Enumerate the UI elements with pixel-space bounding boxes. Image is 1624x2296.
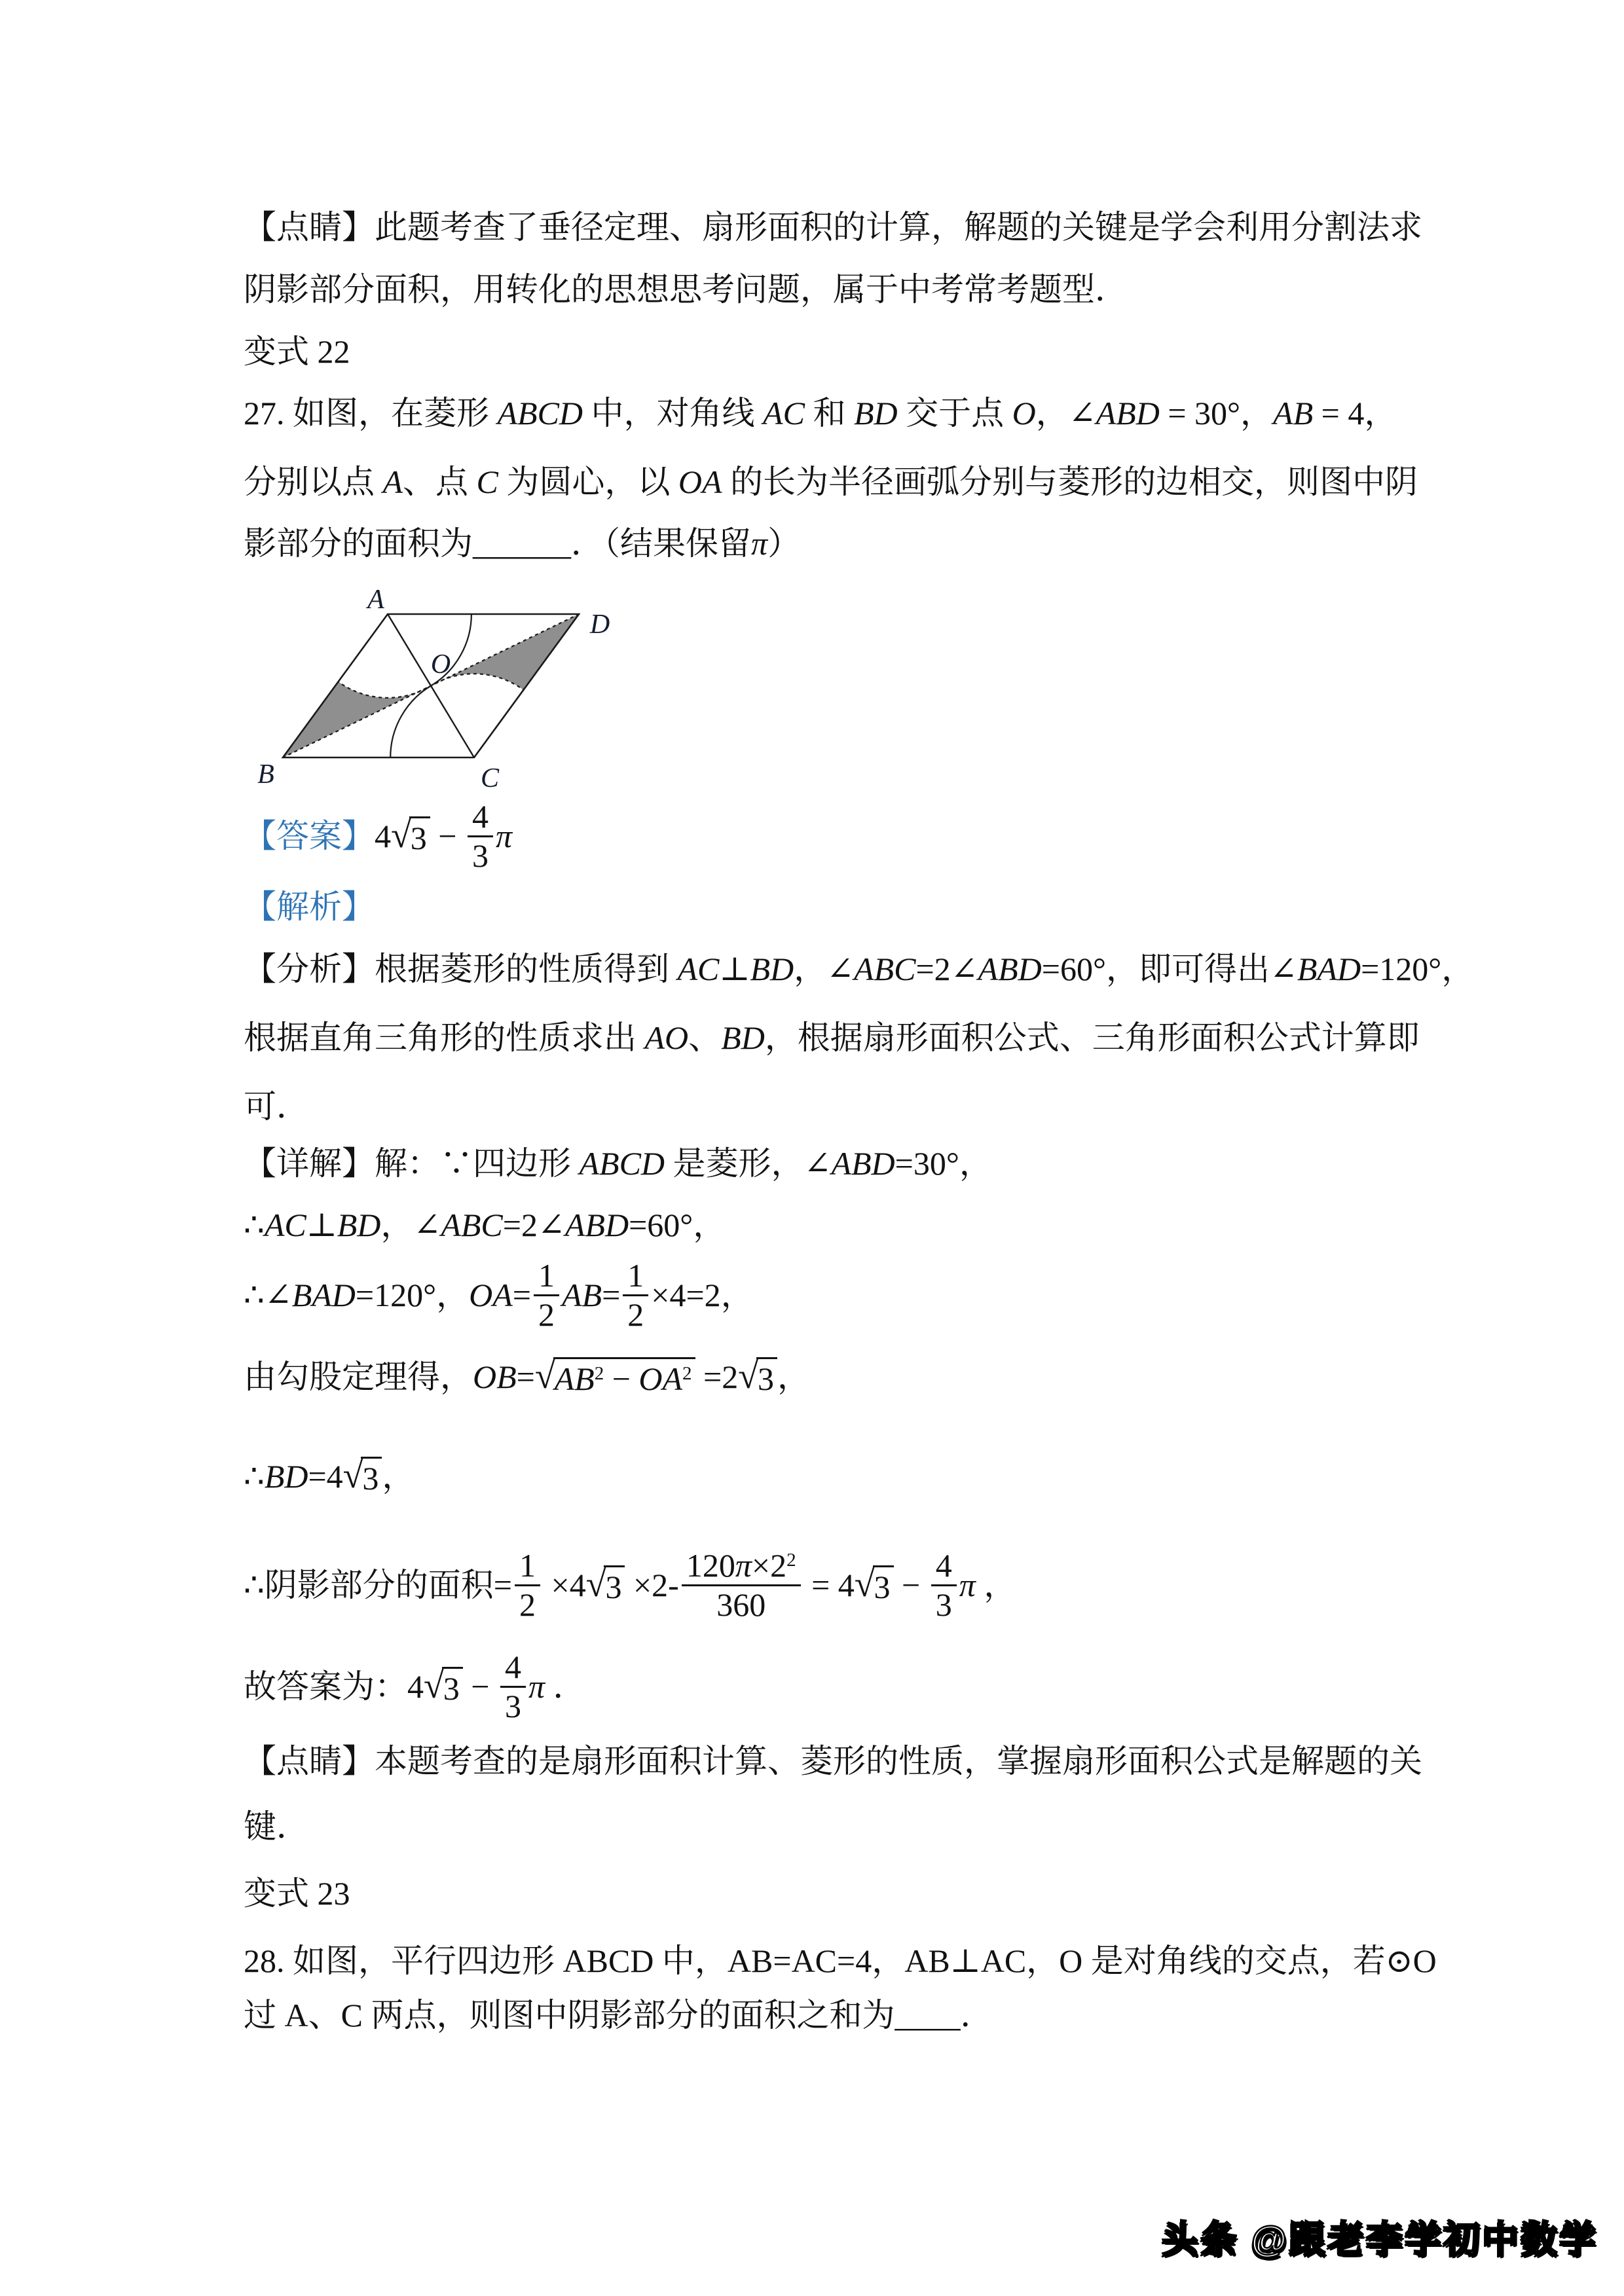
radical-sign: √ (585, 1563, 606, 1605)
text-segment: ， (1240, 395, 1274, 431)
text-segment: =2 (915, 951, 951, 987)
text-segment: ∠ (950, 951, 978, 987)
text-segment: 分别以点 (244, 464, 383, 500)
text-segment: 由勾股定理得， (244, 1358, 473, 1395)
text-segment: 键． (244, 1808, 309, 1845)
text-segment: ABCD (497, 395, 583, 431)
radical-sign: √ (854, 1563, 875, 1605)
text-segment: 27. 如图，在菱形 (244, 395, 498, 431)
q28-statement-1 (244, 1939, 1437, 1982)
radical-sign: √ (391, 814, 411, 856)
text-segment: = (512, 1277, 531, 1313)
radical-sign: √ (534, 1355, 555, 1396)
text-segment: BD (853, 395, 898, 431)
fraction (931, 1548, 957, 1622)
text-segment: ABD (564, 1207, 629, 1243)
text-segment: 和 (804, 395, 854, 431)
q27-statement-1 (244, 392, 1397, 435)
text-segment: ．（结果保留 (571, 525, 751, 562)
fraction (500, 1650, 526, 1723)
solution-line-6 (244, 1548, 1016, 1622)
fraction (468, 799, 493, 873)
text-segment: 【分析】根据菱形的性质得到 (244, 951, 678, 987)
text-segment: 变式 22 (244, 333, 350, 370)
text-segment: =2 (502, 1207, 538, 1243)
text-segment: OA (638, 1360, 683, 1397)
text-segment: ×2 (751, 1547, 787, 1584)
radical-sign: √ (738, 1355, 758, 1396)
text-segment: =4 (308, 1458, 343, 1495)
text-segment: BD (750, 951, 794, 987)
text-segment: ） (767, 525, 801, 562)
answer-line (244, 799, 512, 873)
arc-centered-c (390, 686, 431, 758)
text-segment: 2 (627, 1296, 644, 1333)
text-segment: ∠ (826, 951, 854, 987)
text-segment: ABC (854, 951, 916, 987)
text-segment: AO (644, 1019, 689, 1056)
text-segment: 为圆心，以 (498, 464, 678, 500)
text-segment: ∠ (413, 1207, 441, 1243)
text-segment: 2 (682, 1362, 692, 1384)
text-segment: AB (1273, 395, 1314, 431)
text-segment: AC (763, 395, 805, 431)
text-segment: BAD (291, 1277, 356, 1313)
text-segment: AC (264, 1207, 306, 1243)
fraction (623, 1258, 648, 1332)
text-segment: 3 (410, 819, 427, 856)
text-segment: 【点睛】本题考查的是扇形面积计算、菱形的性质，掌握扇形面积公式是解题的关 (244, 1743, 1422, 1779)
text-segment: 影部分的面积为 (244, 525, 473, 562)
text-segment: 3 (471, 837, 489, 874)
text-segment: 交于点 (897, 395, 1012, 431)
remark-27-line-1 (244, 1740, 1422, 1783)
square-root (343, 1457, 382, 1497)
text-segment: BD (264, 1458, 308, 1495)
square-root (586, 1565, 625, 1605)
square-root (391, 816, 430, 856)
fraction (515, 1548, 540, 1622)
text-segment: 28. 如图，平行四边形 ABCD 中，AB=AC=4，AB⊥AC，O 是对角线的交点，若⊙O (244, 1942, 1437, 1979)
text-segment: 2 (519, 1586, 536, 1623)
text-segment: 变式 23 (244, 1875, 350, 1912)
text-segment: ∴ (244, 1458, 265, 1495)
text-segment: ， (975, 1567, 1017, 1603)
text-segment: = 4 (1313, 395, 1365, 431)
text-segment: ， (720, 1277, 754, 1313)
text-segment: 1 (538, 1257, 555, 1294)
shaded-region-right (431, 614, 579, 690)
solution-line-7 (244, 1650, 586, 1723)
text-segment: ×4=2 (651, 1277, 721, 1313)
text-segment: ，根据扇形面积公式、三角形面积公式计算即 (764, 1019, 1420, 1056)
solution-line-3 (244, 1258, 754, 1332)
text-segment: C (476, 464, 498, 500)
square-root (424, 1667, 463, 1707)
text-segment: ， (959, 1145, 992, 1182)
radical-sign: √ (342, 1455, 363, 1496)
text-segment: OA (469, 1277, 513, 1313)
text-segment: =120° (1361, 951, 1442, 987)
remark-prev-line-2 (244, 268, 1128, 311)
solution-line-1 (244, 1142, 992, 1185)
text-segment: π (959, 1567, 976, 1603)
text-segment: 【解析】 (244, 888, 375, 925)
text-segment: BD (337, 1207, 381, 1243)
text-segment: 过 A、C 两点，则图中阴影部分的面积之和为 (244, 1997, 895, 2033)
text-segment: ， (382, 1458, 415, 1495)
text-segment: ⊥ (719, 951, 750, 987)
text-segment: π (751, 525, 768, 562)
q27-statement-2 (244, 460, 1418, 503)
text-segment: 故答案为： (244, 1668, 407, 1705)
text-segment: =60° (629, 1207, 693, 1243)
text-segment: =30° (895, 1145, 959, 1182)
text-segment: 3 (874, 1568, 891, 1605)
text-segment: ______ (473, 525, 571, 562)
analysis-line-2 (244, 1016, 1420, 1059)
text-segment: 120 (686, 1547, 735, 1584)
watermark: 头条 @跟老李学初中数学 (1161, 2218, 1598, 2259)
square-root (738, 1357, 777, 1397)
text-segment: 3 (362, 1459, 379, 1497)
q27-statement-3 (244, 522, 800, 565)
text-segment: − (462, 1668, 498, 1705)
label-d: D (589, 610, 610, 640)
text-segment: 【答案】 (244, 818, 375, 854)
text-segment: =2 (695, 1358, 739, 1395)
text-segment: ⊥ (306, 1207, 337, 1243)
text-segment: ABC (441, 1207, 503, 1243)
text-segment: OA (678, 464, 722, 500)
text-segment: − (430, 818, 465, 854)
text-segment: O (1012, 395, 1036, 431)
text-segment: ， (1035, 395, 1069, 431)
text-segment: ____ (895, 1997, 961, 2033)
text-segment: ∴ (244, 1277, 265, 1313)
text-segment: ． (545, 1668, 586, 1705)
text-segment: ， (436, 1277, 470, 1313)
text-segment: BAD (1297, 951, 1361, 987)
text-segment: ABD (978, 951, 1042, 987)
solution-line-5 (244, 1455, 415, 1498)
text-segment: 中，对角线 (583, 395, 764, 431)
text-segment: 3 (757, 1360, 774, 1397)
text-segment: ∠ (803, 1145, 832, 1182)
text-segment: 【点睛】此题考查了垂径定理、扇形面积的计算，解题的关键是学会利用分割法求 (244, 209, 1422, 246)
text-segment: ×4 (543, 1567, 586, 1603)
analysis-line-3 (244, 1085, 309, 1128)
solution-line-2 (244, 1203, 726, 1247)
text-segment: ， (1364, 395, 1397, 431)
solution-line-4 (244, 1355, 810, 1398)
text-segment: 阴影部分面积，用转化的思想思考问题，属于中考常考题型． (244, 271, 1128, 308)
square-root (535, 1357, 695, 1397)
text-segment: ∠ (1269, 951, 1297, 987)
text-segment: 2 (786, 1550, 796, 1571)
radical-sign: √ (424, 1665, 444, 1706)
text-segment: 阴影部分的面积= (264, 1567, 513, 1603)
square-root (855, 1565, 894, 1605)
text-segment: 2 (538, 1296, 555, 1333)
text-segment: 是菱形， (665, 1145, 804, 1182)
text-segment: AB (554, 1360, 595, 1397)
text-segment: 3 (935, 1586, 952, 1623)
geometry-figure (249, 576, 629, 792)
remark-27-line-2 (244, 1805, 309, 1848)
text-segment: 、 (688, 1019, 722, 1056)
text-segment: 【详解】解：∵四边形 (244, 1145, 580, 1182)
label-a: A (367, 585, 384, 615)
analysis-heading (244, 885, 375, 928)
text-segment: π (735, 1547, 752, 1584)
fraction (534, 1258, 559, 1332)
text-segment: AC (677, 951, 720, 987)
text-segment: π (495, 818, 512, 854)
text-segment: = 30° (1159, 395, 1241, 431)
analysis-line-1 (244, 947, 1474, 991)
text-segment: = 4 (803, 1567, 855, 1603)
q28-statement-2 (244, 1994, 993, 2037)
remark-prev-line-1 (244, 206, 1422, 249)
text-segment: 2 (594, 1362, 604, 1384)
text-segment: − (604, 1360, 639, 1397)
text-segment: 根据直角三角形的性质求出 (244, 1019, 645, 1056)
text-segment: ， (777, 1358, 810, 1395)
text-segment: ∠ (537, 1207, 565, 1243)
text-segment: − (893, 1567, 929, 1603)
shaded-region-left (283, 682, 431, 757)
text-segment: ， (380, 1207, 414, 1243)
variant-23-heading (244, 1872, 350, 1915)
text-segment: ABD (1096, 395, 1160, 431)
text-segment: BD (721, 1019, 765, 1056)
text-segment: ∠ (1068, 395, 1096, 431)
label-c: C (480, 763, 500, 792)
text-segment: 、点 (403, 464, 477, 500)
text-segment: ∠ (264, 1277, 292, 1313)
text-segment: ABCD (579, 1145, 665, 1182)
text-segment: 3 (443, 1669, 460, 1707)
text-segment: 4 (935, 1547, 952, 1584)
fraction (682, 1548, 801, 1622)
variant-22-heading (244, 330, 350, 373)
label-o: O (430, 649, 451, 680)
text-segment: AB (561, 1277, 602, 1313)
text-segment: ∴ (244, 1207, 265, 1243)
text-segment: = (602, 1277, 621, 1313)
text-segment: 360 (716, 1586, 766, 1623)
text-segment: 4 (471, 798, 489, 835)
text-segment: ×2- (625, 1567, 679, 1603)
text-segment: 3 (605, 1568, 622, 1605)
text-segment: ， (693, 1207, 726, 1243)
text-segment: π (528, 1668, 545, 1705)
text-segment: ，即可得出 (1105, 951, 1270, 987)
text-segment: OB (473, 1358, 517, 1395)
text-segment: ABD (831, 1145, 895, 1182)
text-segment: A (382, 464, 403, 500)
text-segment: 1 (627, 1257, 644, 1294)
label-b: B (257, 759, 274, 790)
text-segment: 可． (244, 1088, 309, 1125)
text-segment: = (516, 1358, 535, 1395)
text-segment: ， (794, 951, 827, 987)
text-segment: ∴ (244, 1567, 265, 1603)
text-segment: ． (960, 1997, 993, 2033)
text-segment: ， (1441, 951, 1475, 987)
text-segment: =60° (1041, 951, 1106, 987)
text-segment: 3 (504, 1688, 521, 1724)
text-segment: 1 (519, 1547, 536, 1584)
text-segment: 4 (407, 1668, 424, 1705)
text-segment: 4 (375, 818, 391, 854)
text-segment: 的长为半径画弧分别与菱形的边相交，则图中阴 (722, 464, 1418, 500)
text-segment: =120° (355, 1277, 437, 1313)
text-segment: 4 (504, 1649, 521, 1685)
